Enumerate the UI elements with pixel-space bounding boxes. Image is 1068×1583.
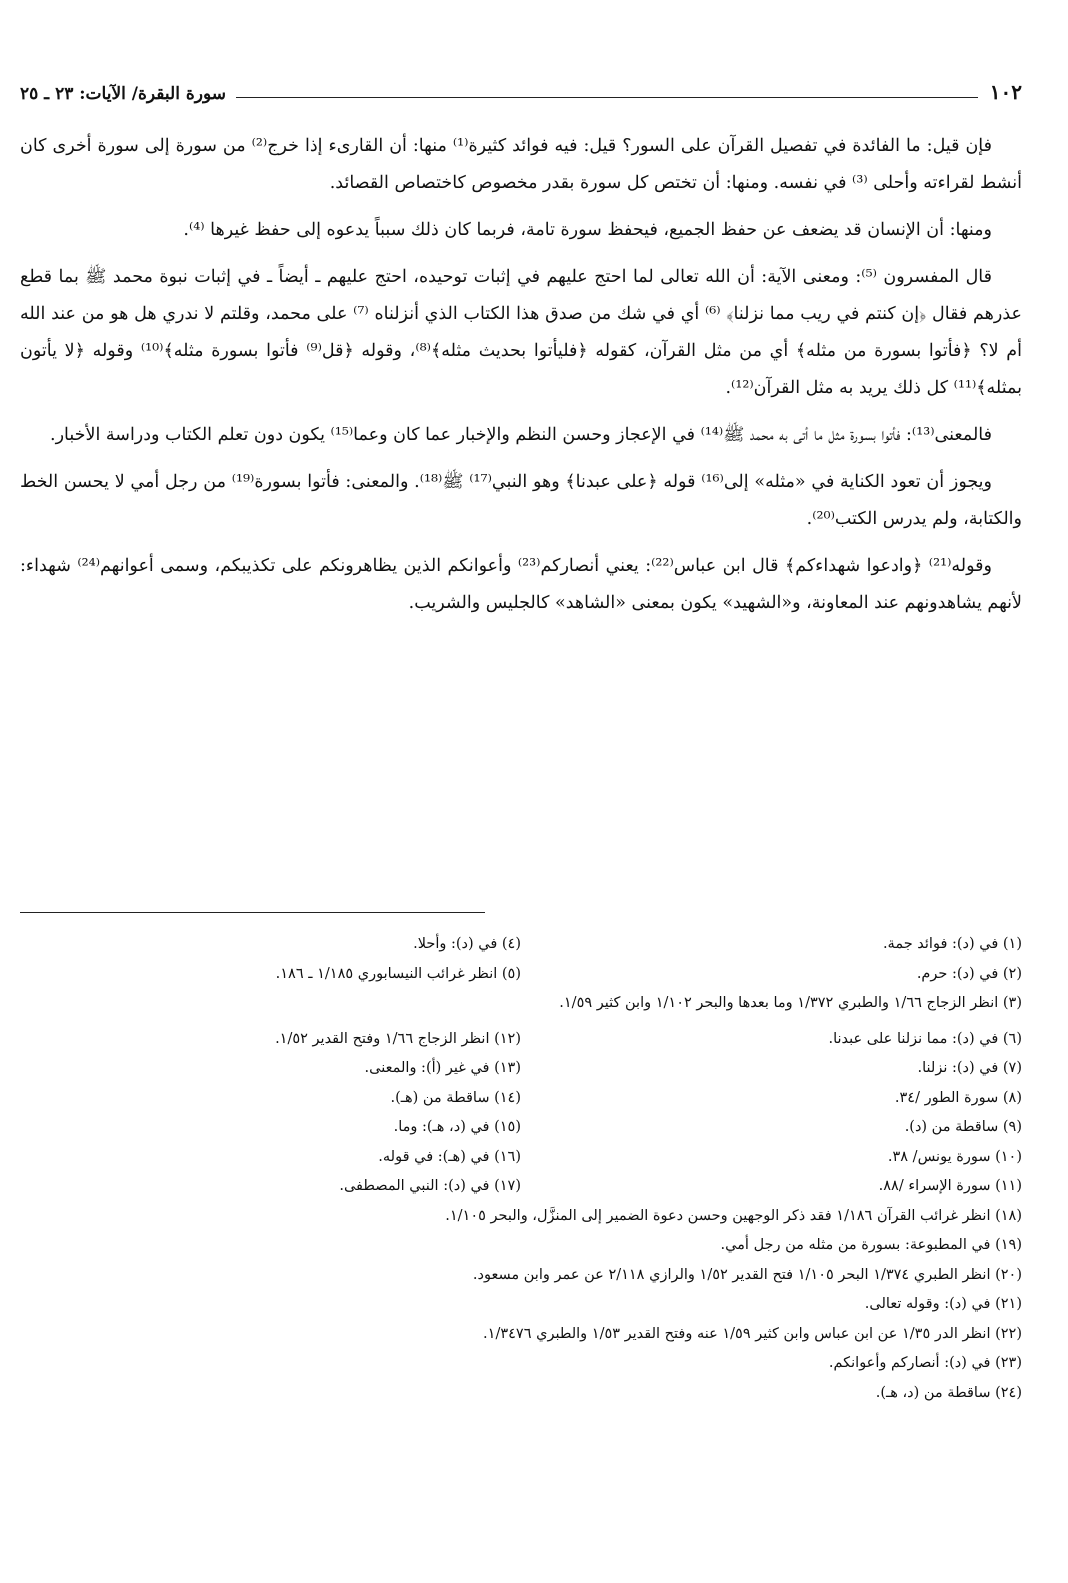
footnote-group-1 <box>20 930 1022 989</box>
footnote: (١٢) انظر الزجاج ١/٦٦ وفتح القدير ١/٥٢. <box>275 1030 521 1047</box>
paragraph: ويجوز أن تعود الكناية في «مثله» إلى⁽¹⁶⁾ قوله ﴿على عبدنا﴾ وهو النبي⁽¹⁷⁾ ﷺ⁽¹⁸⁾. والمعنى: فأتوا بسورة⁽¹⁹⁾ من رجل أمي لا يحسن الخط والكتابة، ولم يدرس الكتب⁽²⁰⁾. <box>20 472 1022 529</box>
footnote: (٢١) في (د): وقوله تعالى. <box>864 1296 1022 1312</box>
footnote: (١٨) انظر غرائب القرآن ١/١٨٦ فقد ذكر الوجهين وحسن دعوة الضمير إلى المنزَّل، والبحر ١/١٠٥. <box>445 1207 1022 1224</box>
section-title: سورة البقرة/ الآيات: ٢٣ ـ ٢٥ <box>20 84 226 104</box>
footnote: (١٧) في (د): النبي المصطفى. <box>339 1178 521 1194</box>
footnote: (١٤) ساقطة من (هـ). <box>390 1089 521 1106</box>
paragraph: قال المفسرون ⁽⁵⁾: ومعنى الآية: أن الله تعالى لما احتج عليهم في إثبات توحيده، احتج عليهم ـ أيضاً ـ في إثبات نبوة محمد ﷺ بما قطع عذرهم فقال ﴿إن كنتم في ريب مما نزلنا﴾ ⁽⁶⁾ أي في شك من صدق هذا الكتاب الذي أنزلناه ⁽⁷⁾ على محمد، وقلتم لا ندري هل هو من عند الله أم لا؟ ﴿فأتوا بسورة من مثله﴾ أي من مثل القرآن، كقوله ﴿فليأتوا بحديث مثله﴾⁽⁸⁾، وقوله ﴿قل⁽⁹⁾ فأتوا بسورة مثله﴾⁽¹⁰⁾ وقوله ﴿لا يأتون بمثله﴾⁽¹¹⁾ كل ذلك يريد به مثل القرآن⁽¹²⁾. <box>20 267 1022 398</box>
footnote: (٤) في (د): وأحلا. <box>413 936 521 952</box>
footnote: (٢٣) في (د): أنصاركم وأعوانكم. <box>828 1355 1022 1371</box>
paragraph: ومنها: أن الإنسان قد يضعف عن حفظ الجميع، فيحفظ سورة تامة، فربما كان ذلك سبباً يدعوه إلى حفظ غيرها ⁽⁴⁾. <box>183 220 992 240</box>
footnote: (١٣) في غير (أ): والمعنى. <box>364 1060 521 1076</box>
running-header <box>20 70 1022 104</box>
footnote: (١٩) في المطبوعة: بسورة من مثله من رجل أمي. <box>720 1237 1022 1253</box>
footnotes <box>20 930 1022 1408</box>
footnote: (٢) في (د): حرم. <box>916 965 1022 982</box>
footnote: (٨) سورة الطور /٣٤. <box>894 1089 1022 1106</box>
footnote: (٦) في (د): مما نزلنا على عبدنا. <box>828 1030 1022 1047</box>
body-text <box>20 128 1022 632</box>
footnote: (٥) انظر غرائب النيسابوري ١/١٨٥ ـ ١٨٦. <box>275 965 521 982</box>
footnote: (٣) انظر الزجاج ١/٦٦ والطبري ١/٣٧٢ وما بعدها والبحر ١/١٠٢ وابن كثير ١/٥٩. <box>559 995 1022 1011</box>
page-number: ١٠٢ <box>989 80 1022 104</box>
footnote: (١٠) سورة يونس/ ٣٨. <box>887 1148 1022 1165</box>
footnote: (٧) في (د): نزلنا. <box>917 1060 1022 1076</box>
footnote-group-2 <box>20 1025 1022 1202</box>
footnote: (٩) ساقطة من (د). <box>904 1119 1022 1135</box>
footnote-separator <box>20 912 485 913</box>
footnote: (٢٢) انظر الدر ١/٣٥ عن ابن عباس وابن كثير ١/٥٩ عنه وفتح القدير ١/٥٣ والطبري ١/٣٤٧٦. <box>483 1325 1022 1342</box>
book-page <box>20 0 1022 1583</box>
footnote: (٢٠) انظر الطبري ١/٣٧٤ البحر ١/١٠٥ فتح القدير ١/٥٢ والرازي ٢/١١٨ عن عمر وابن مسعود. <box>472 1266 1022 1283</box>
header-rule <box>236 97 978 98</box>
paragraph: وقوله⁽²¹⁾ ﴿وادعوا شهداءكم﴾ قال ابن عباس⁽²²⁾: يعني أنصاركم⁽²³⁾ وأعوانكم الذين يظاهرونكم على تكذيبكم، وسمى أعوانهم⁽²⁴⁾ شهداء: لأنهم يشاهدونهم عند المعاونة، و«الشهيد» يكون بمعنى «الشاهد» كالجليس والشريب. <box>20 556 1022 613</box>
paragraph: فإن قيل: ما الفائدة في تفصيل القرآن على السور؟ قيل: فيه فوائد كثيرة⁽¹⁾ منها: أن القارىء إذا خرج⁽²⁾ من سورة إلى سورة أخرى كان أنشط لقراءته وأحلى ⁽³⁾ في نفسه. ومنها: أن تختص كل سورة بقدر مخصوص كاختصاص القصائد. <box>20 136 1022 193</box>
footnote: (١) في (د): فوائد جمة. <box>882 936 1022 952</box>
paragraph: فالمعنى⁽¹³⁾: فأتوا بسورة مثل ما أتى به محمد ﷺ⁽¹⁴⁾ في الإعجاز وحسن النظم والإخبار عما كان وعما⁽¹⁵⁾ يكون دون تعلم الكتاب ودراسة الأخبار. <box>50 425 992 445</box>
footnote: (١٥) في (د، هـ): وما. <box>393 1119 521 1135</box>
footnote: (٢٤) ساقطة من (د، هـ). <box>875 1384 1022 1401</box>
footnote: (١٦) في (هـ): في قوله. <box>378 1148 521 1165</box>
footnote: (١١) سورة الإسراء /٨٨. <box>878 1178 1022 1194</box>
